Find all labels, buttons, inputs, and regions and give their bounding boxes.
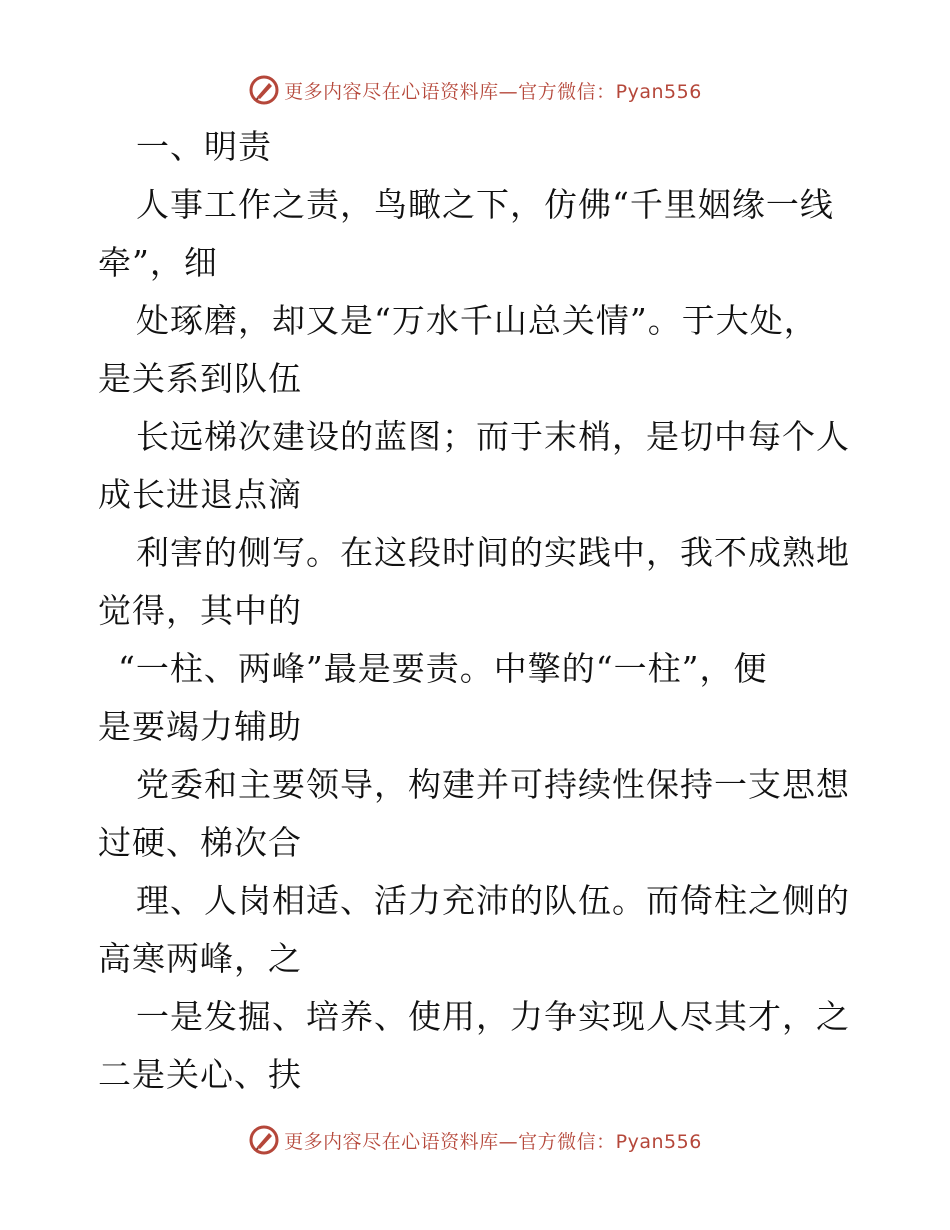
paragraph-line: 高寒两峰，之 [98, 939, 302, 978]
paragraph-line: 成长进退点滴 [98, 475, 302, 514]
paragraph-line: 理、人岗相适、活力充沛的队伍。而倚柱之侧的 [136, 881, 850, 920]
paragraph-line: 党委和主要领导，构建并可持续性保持一支思想 [136, 765, 850, 804]
paragraph-line: 一是发掘、培养、使用，力争实现人尽其才，之 [136, 997, 850, 1036]
paragraph-line: 牵”，细 [98, 243, 218, 282]
paragraph-line: 人事工作之责，鸟瞰之下，仿佛“千里姻缘一线 [136, 185, 834, 224]
paragraph-line: 处琢磨，却又是“万水千山总关情”。于大处， [136, 301, 818, 340]
paragraph-line: 长远梯次建设的蓝图；而于末梢，是切中每个人 [136, 417, 850, 456]
paragraph-line: 二是关心、扶 [98, 1055, 302, 1094]
paragraph-line: 是关系到队伍 [98, 359, 302, 398]
paragraph-line: “一柱、两峰”最是要责。中擎的“一柱”，便 [118, 649, 768, 688]
header-watermark-banner [0, 70, 950, 110]
section-heading: 一、明责 [136, 127, 272, 166]
paragraph-line: 觉得，其中的 [98, 591, 302, 630]
paragraph-line: 利害的侧写。在这段时间的实践中，我不成熟地 [136, 533, 850, 572]
pen-logo-icon [248, 74, 280, 106]
header-watermark-text: 更多内容尽在心语资料库—官方微信：Pyan556 [284, 80, 702, 103]
paragraph-line: 是要竭力辅助 [98, 707, 302, 746]
paragraph-line: 过硬、梯次合 [98, 823, 302, 862]
footer-watermark-banner [0, 1120, 950, 1160]
pen-logo-icon [248, 1124, 280, 1156]
footer-watermark-text: 更多内容尽在心语资料库—官方微信：Pyan556 [284, 1130, 702, 1153]
document-body [98, 118, 858, 1104]
